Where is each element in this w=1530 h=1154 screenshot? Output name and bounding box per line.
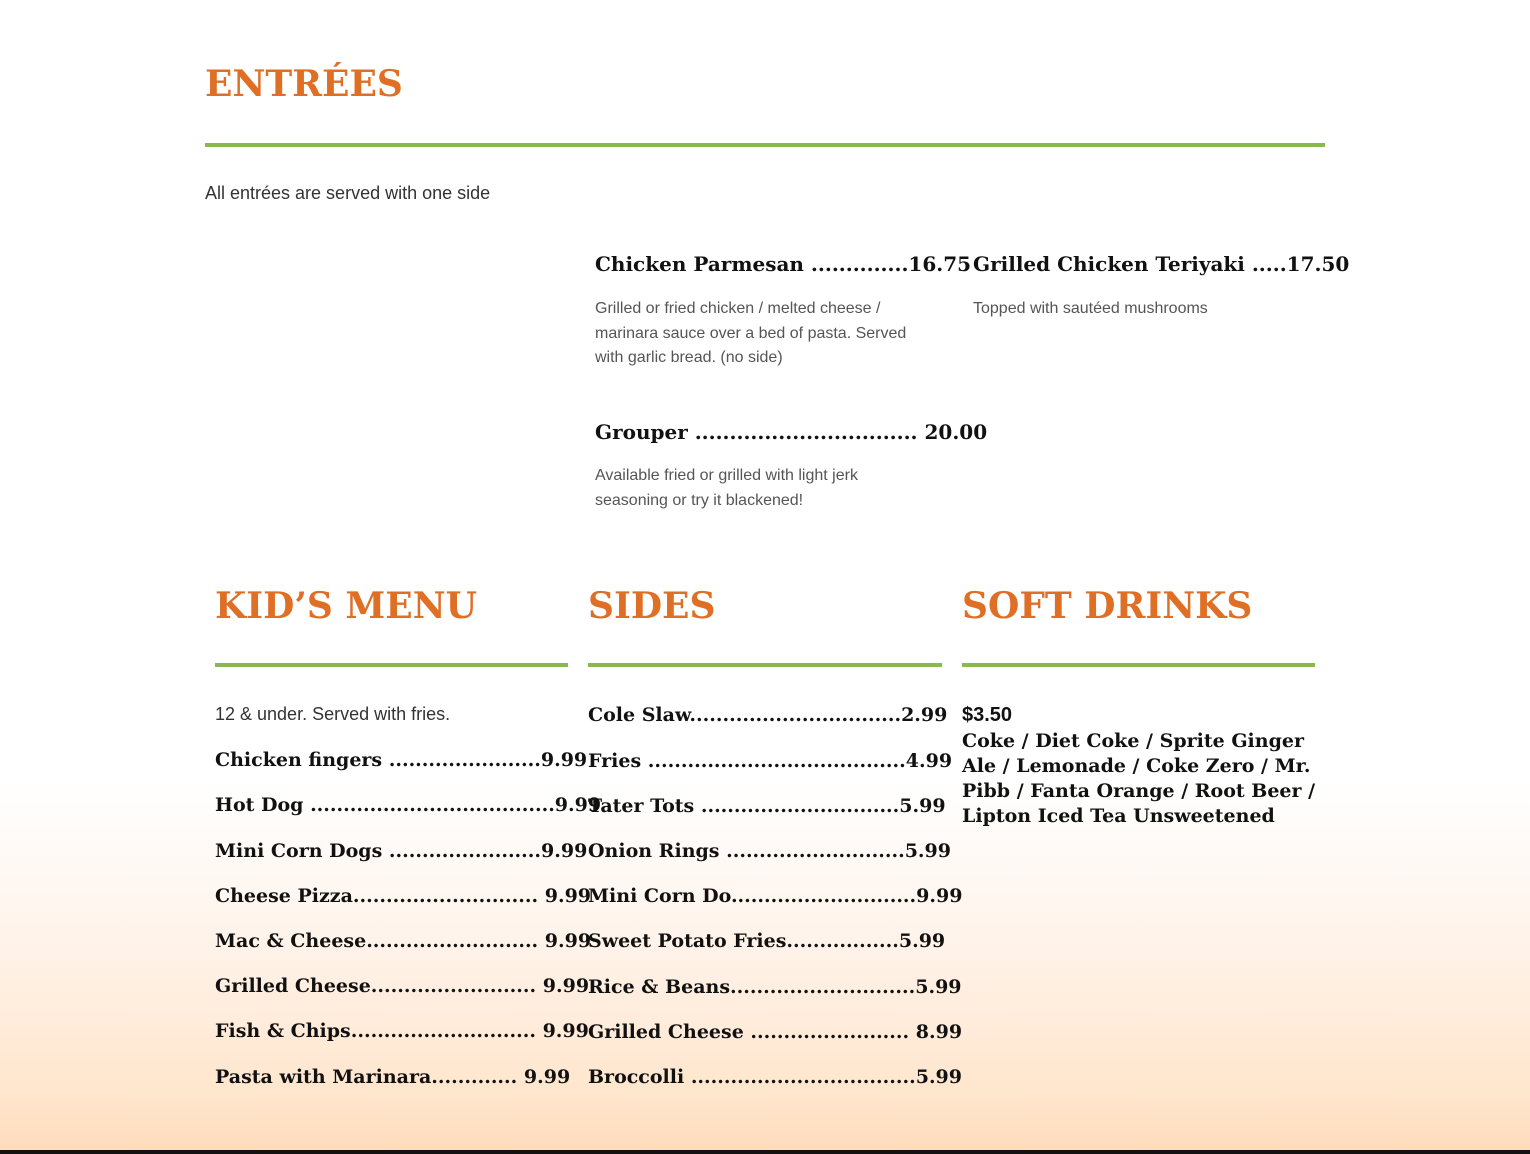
kids-menu-divider — [215, 663, 568, 667]
kids-menu-item: Grilled Cheese......................... 9.99 — [215, 975, 590, 997]
sides-item: Fries .......................................4.99 — [588, 750, 953, 772]
entree-desc-grouper: Available fried or grilled with light jerk seasoning or try it blackened! — [595, 467, 858, 509]
kids-menu-item: Chicken fingers .......................9.99 — [215, 749, 588, 771]
kids-menu-item: Mini Corn Dogs .......................9.99 — [215, 840, 588, 862]
sides-item: Cole Slaw................................2.99 — [588, 704, 948, 726]
entree-desc-chicken-parmesan: Grilled or fried chicken / melted cheese / marinara sauce over a bed of pasta. Served with garlic bread. (no side) — [595, 300, 907, 366]
sides-item: Mini Corn Do............................9.99 — [588, 885, 963, 907]
entrees-note: All entrées are served with one side — [205, 183, 491, 203]
soft-drinks-price: $3.50 — [962, 704, 1013, 726]
kids-menu-item: Hot Dog .....................................9.99 — [215, 794, 602, 816]
sides-item: Onion Rings ...........................5.99 — [588, 840, 951, 862]
soft-drinks-divider — [962, 663, 1315, 667]
kids-menu-title: KID’S MENU — [215, 585, 478, 627]
sides-item: Broccolli ..................................5.99 — [588, 1066, 962, 1088]
entree-title-grouper: Grouper ................................ 20.00 — [595, 420, 988, 444]
sides-item: Rice & Beans............................5.99 — [588, 976, 962, 998]
sides-item: Grilled Cheese ........................ 8.99 — [588, 1021, 963, 1043]
entrees-divider — [205, 143, 1325, 147]
sides-title: SIDES — [588, 585, 716, 627]
kids-menu-note: 12 & under. Served with fries. — [215, 704, 451, 724]
sides-item: Tater Tots ..............................5.99 — [588, 795, 946, 817]
entree-desc-grilled-chicken-teriyaki: Topped with sautéed mushrooms — [973, 300, 1208, 317]
entree-title-chicken-parmesan: Chicken Parmesan ..............16.75 — [595, 252, 972, 276]
sides-divider — [588, 663, 942, 667]
soft-drinks-title: SOFT DRINKS — [962, 585, 1253, 627]
kids-menu-item: Pasta with Marinara............. 9.99 — [215, 1066, 571, 1088]
entrees-title: ENTRÉES — [205, 63, 403, 105]
soft-drinks-list: Coke / Diet Coke / Sprite Ginger Ale / Lemonade / Coke Zero / Mr. Pibb / Fanta Orange / Root Beer / Lipton Iced Tea Unsweetened — [962, 730, 1316, 827]
kids-menu-item: Cheese Pizza............................ 9.99 — [215, 885, 592, 907]
kids-menu-item: Fish & Chips............................ 9.99 — [215, 1020, 589, 1042]
sides-item: Sweet Potato Fries.................5.99 — [588, 930, 946, 952]
entree-title-grilled-chicken-teriyaki: Grilled Chicken Teriyaki .....17.50 — [973, 252, 1350, 276]
kids-menu-item: Mac & Cheese.......................... 9.99 — [215, 930, 592, 952]
bottom-border — [0, 1150, 1530, 1154]
